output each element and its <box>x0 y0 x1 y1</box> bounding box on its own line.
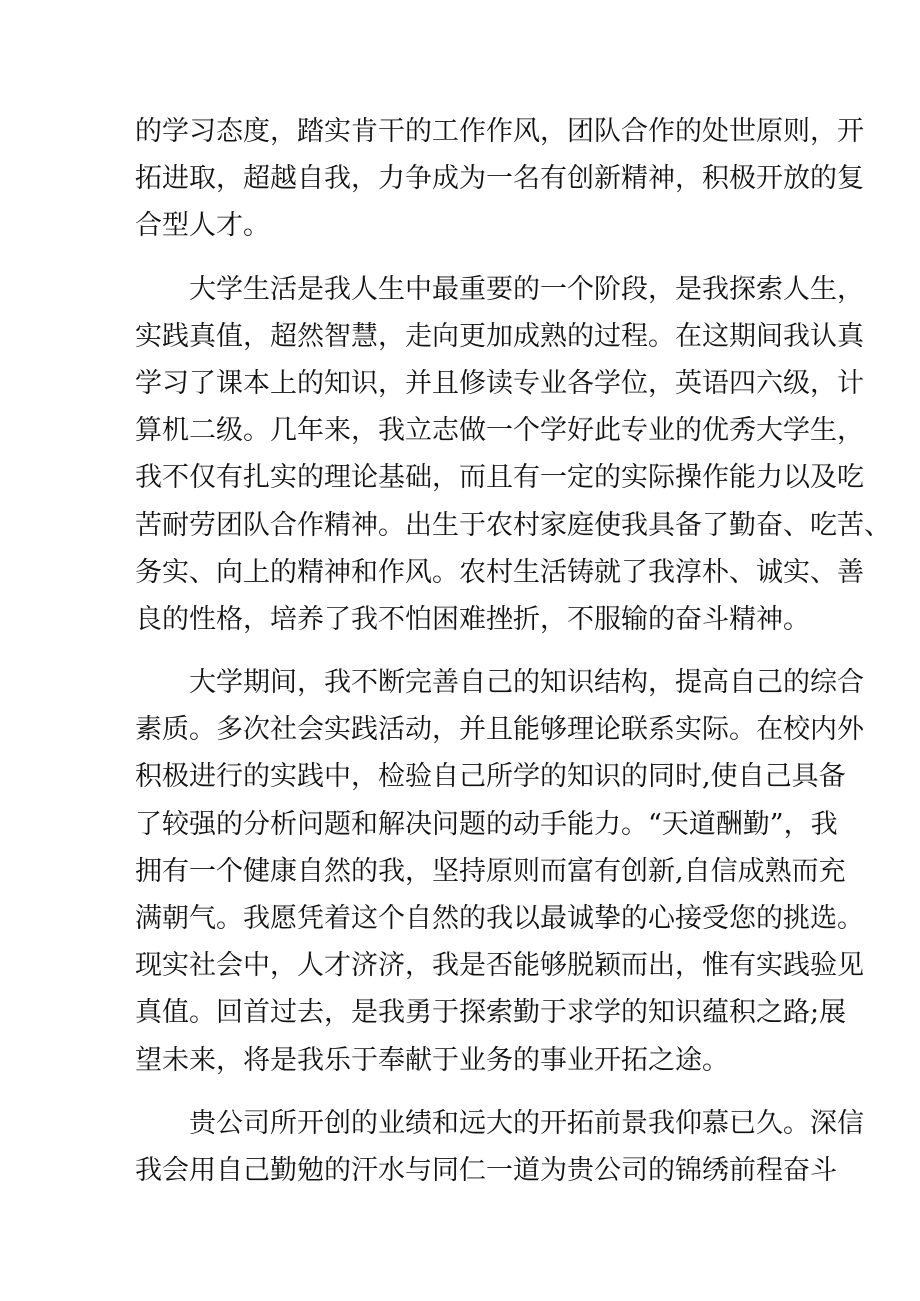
paragraph-line: 了较强的分析问题和解决问题的动手能力。“天道酬勤”，我 <box>135 808 838 840</box>
paragraph-line: 素质。多次社会实践活动，并且能够理论联系实际。在校内外 <box>135 714 864 746</box>
paragraph-3 <box>135 659 864 1084</box>
paragraph-2 <box>135 266 891 644</box>
paragraph-line: 真值。回首过去，是我勇于探索勤于求学的知识蕴积之路;展 <box>135 997 847 1029</box>
paragraph-line: 望未来，将是我乐于奉献于业务的事业开拓之途。 <box>135 1044 729 1076</box>
paragraph-1 <box>135 108 864 250</box>
paragraph-first-line: 贵公司所开创的业绩和远大的开拓前景我仰慕已久。深信 <box>189 1107 864 1139</box>
paragraph-line: 苦耐劳团队合作精神。出生于农村家庭使我具备了勤奋、吃苦、 <box>135 509 891 541</box>
paragraph-4 <box>135 1100 864 1194</box>
paragraph-line: 务实、向上的精神和作风。农村生活铸就了我淳朴、诚实、善 <box>135 556 864 588</box>
paragraph-first-line: 大学生活是我人生中最重要的一个阶段，是我探索人生， <box>189 273 864 305</box>
paragraph-line: 拓进取，超越自我，力争成为一名有创新精神，积极开放的复 <box>135 163 864 195</box>
paragraph-line: 实践真值，超然智慧，走向更加成熟的过程。在这期间我认真 <box>135 320 864 352</box>
paragraph-line: 算机二级。几年来，我立志做一个学好此专业的优秀大学生， <box>135 415 864 447</box>
paragraph-line: 现实社会中，人才济济，我是否能够脱颖而出，惟有实践验见 <box>135 950 864 982</box>
paragraph-line: 的学习态度，踏实肯干的工作作风，团队合作的处世原则，开 <box>135 116 864 147</box>
document-body <box>135 108 891 1194</box>
paragraph-line: 拥有一个健康自然的我，坚持原则而富有创新,自信成熟而充 <box>135 855 846 887</box>
paragraph-line: 我不仅有扎实的理论基础，而且有一定的实际操作能力以及吃 <box>135 462 864 494</box>
paragraph-line: 良的性格，培养了我不怕困难挫折，不服输的奋斗精神。 <box>135 603 810 635</box>
paragraph-line: 学习了课本上的知识，并且修读专业各学位，英语四六级，计 <box>135 367 864 399</box>
paragraph-line: 积极进行的实践中，检验自己所学的知识的同时,使自己具备 <box>135 761 846 793</box>
paragraph-line: 满朝气。我愿凭着这个自然的我以最诚挚的心接受您的挑选。 <box>135 903 864 934</box>
paragraph-first-line: 大学期间，我不断完善自己的知识结构，提高自己的综合 <box>189 667 864 699</box>
paragraph-line: 合型人才。 <box>135 210 270 242</box>
paragraph-line: 我会用自己勤勉的汗水与同仁一道为贵公司的锦绣前程奋斗 <box>135 1154 837 1186</box>
